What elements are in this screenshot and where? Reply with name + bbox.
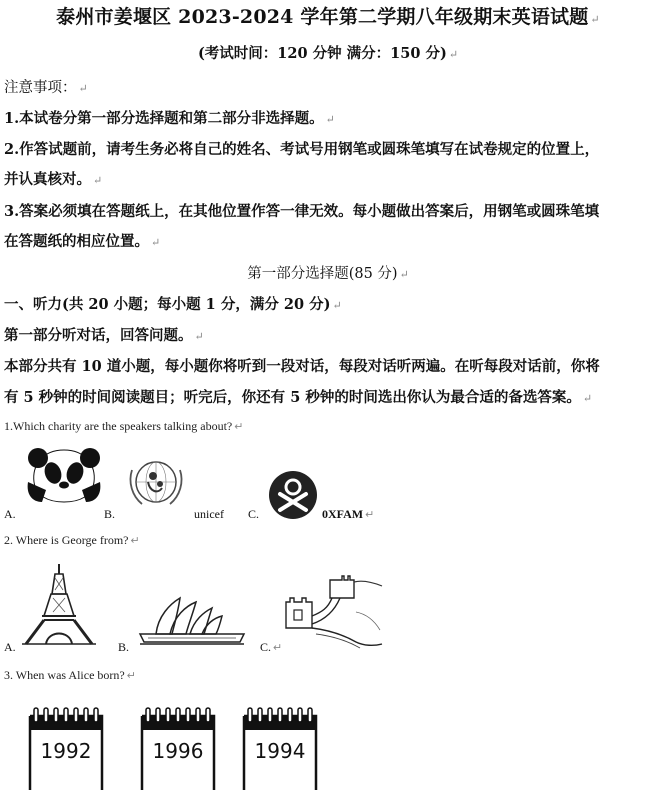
oxfam-label: 0XFAM ↵ <box>322 507 375 521</box>
q2-option-b[interactable]: B. <box>118 640 130 654</box>
eiffel-tower-icon <box>22 564 96 646</box>
q1-option-a[interactable]: A. <box>4 507 16 521</box>
question-3: 3. When was Alice born? ↵ <box>4 668 136 682</box>
subsection-heading: 第一部分听对话，回答问题。 ↵ <box>4 327 204 344</box>
calendar-icon <box>26 706 106 790</box>
calendar-year: 1994 <box>254 739 306 763</box>
unicef-icon <box>128 458 184 506</box>
note-item-3: 3.答案必须填在答题纸上，在其他位置作答一律无效。每小题做出答案后，用钢笔或圆珠笔填 <box>4 203 600 220</box>
sydney-opera-house-icon <box>140 596 244 646</box>
q1-option-c[interactable]: C. <box>248 507 260 521</box>
q2-option-a[interactable]: A. <box>4 640 16 654</box>
note-item-2-cont: 并认真核对。 ↵ <box>4 171 103 188</box>
exam-info: (考试时间：120 分钟 满分：150 分) ↵ <box>197 45 459 62</box>
note-item-2: 2.作答试题前，请考生务必将自己的姓名、考试号用钢笔或圆珠笔填写在试卷规定的位置上， <box>4 141 600 158</box>
question-1: 1.Which charity are the speakers talking about? ↵ <box>4 419 244 433</box>
note-item-1: 1.本试卷分第一部分选择题和第二部分非选择题。 ↵ <box>4 110 335 127</box>
part1-heading: 第一部分选择题(85 分) ↵ <box>247 266 409 282</box>
calendar-year: 1992 <box>40 739 92 763</box>
unicef-label: unicef <box>194 507 224 521</box>
panda-icon <box>24 446 104 504</box>
calendar-year: 1996 <box>152 739 204 763</box>
calendar-icon <box>138 706 218 790</box>
oxfam-icon <box>268 470 318 520</box>
page-title: 泰州市姜堰区 2023-2024 学年第二学期八年级期末英语试题 ↵ <box>56 6 600 28</box>
notes-heading: 注意事项： ↵ <box>4 80 88 96</box>
instructions-line-1: 本部分共有 10 道小题，每小题你将听到一段对话，每段对话听两遍。在听每段对话前，你将 <box>4 358 600 375</box>
instructions-line-2: 有 5 秒钟的时间阅读题目；听完后，你还有 5 秒钟的时间选出你认为最合适的备选答案。 ↵ <box>4 389 593 406</box>
calendar-icon <box>240 706 320 790</box>
q1-option-b[interactable]: B. <box>104 507 116 521</box>
question-2: 2. Where is George from? ↵ <box>4 533 140 547</box>
q2-option-c[interactable]: C. ↵ <box>260 640 283 654</box>
great-wall-icon <box>282 572 382 648</box>
section-heading: 一、听力(共 20 小题；每小题 1 分，满分 20 分) ↵ <box>4 296 342 313</box>
note-item-3-cont: 在答题纸的相应位置。 ↵ <box>4 233 161 250</box>
